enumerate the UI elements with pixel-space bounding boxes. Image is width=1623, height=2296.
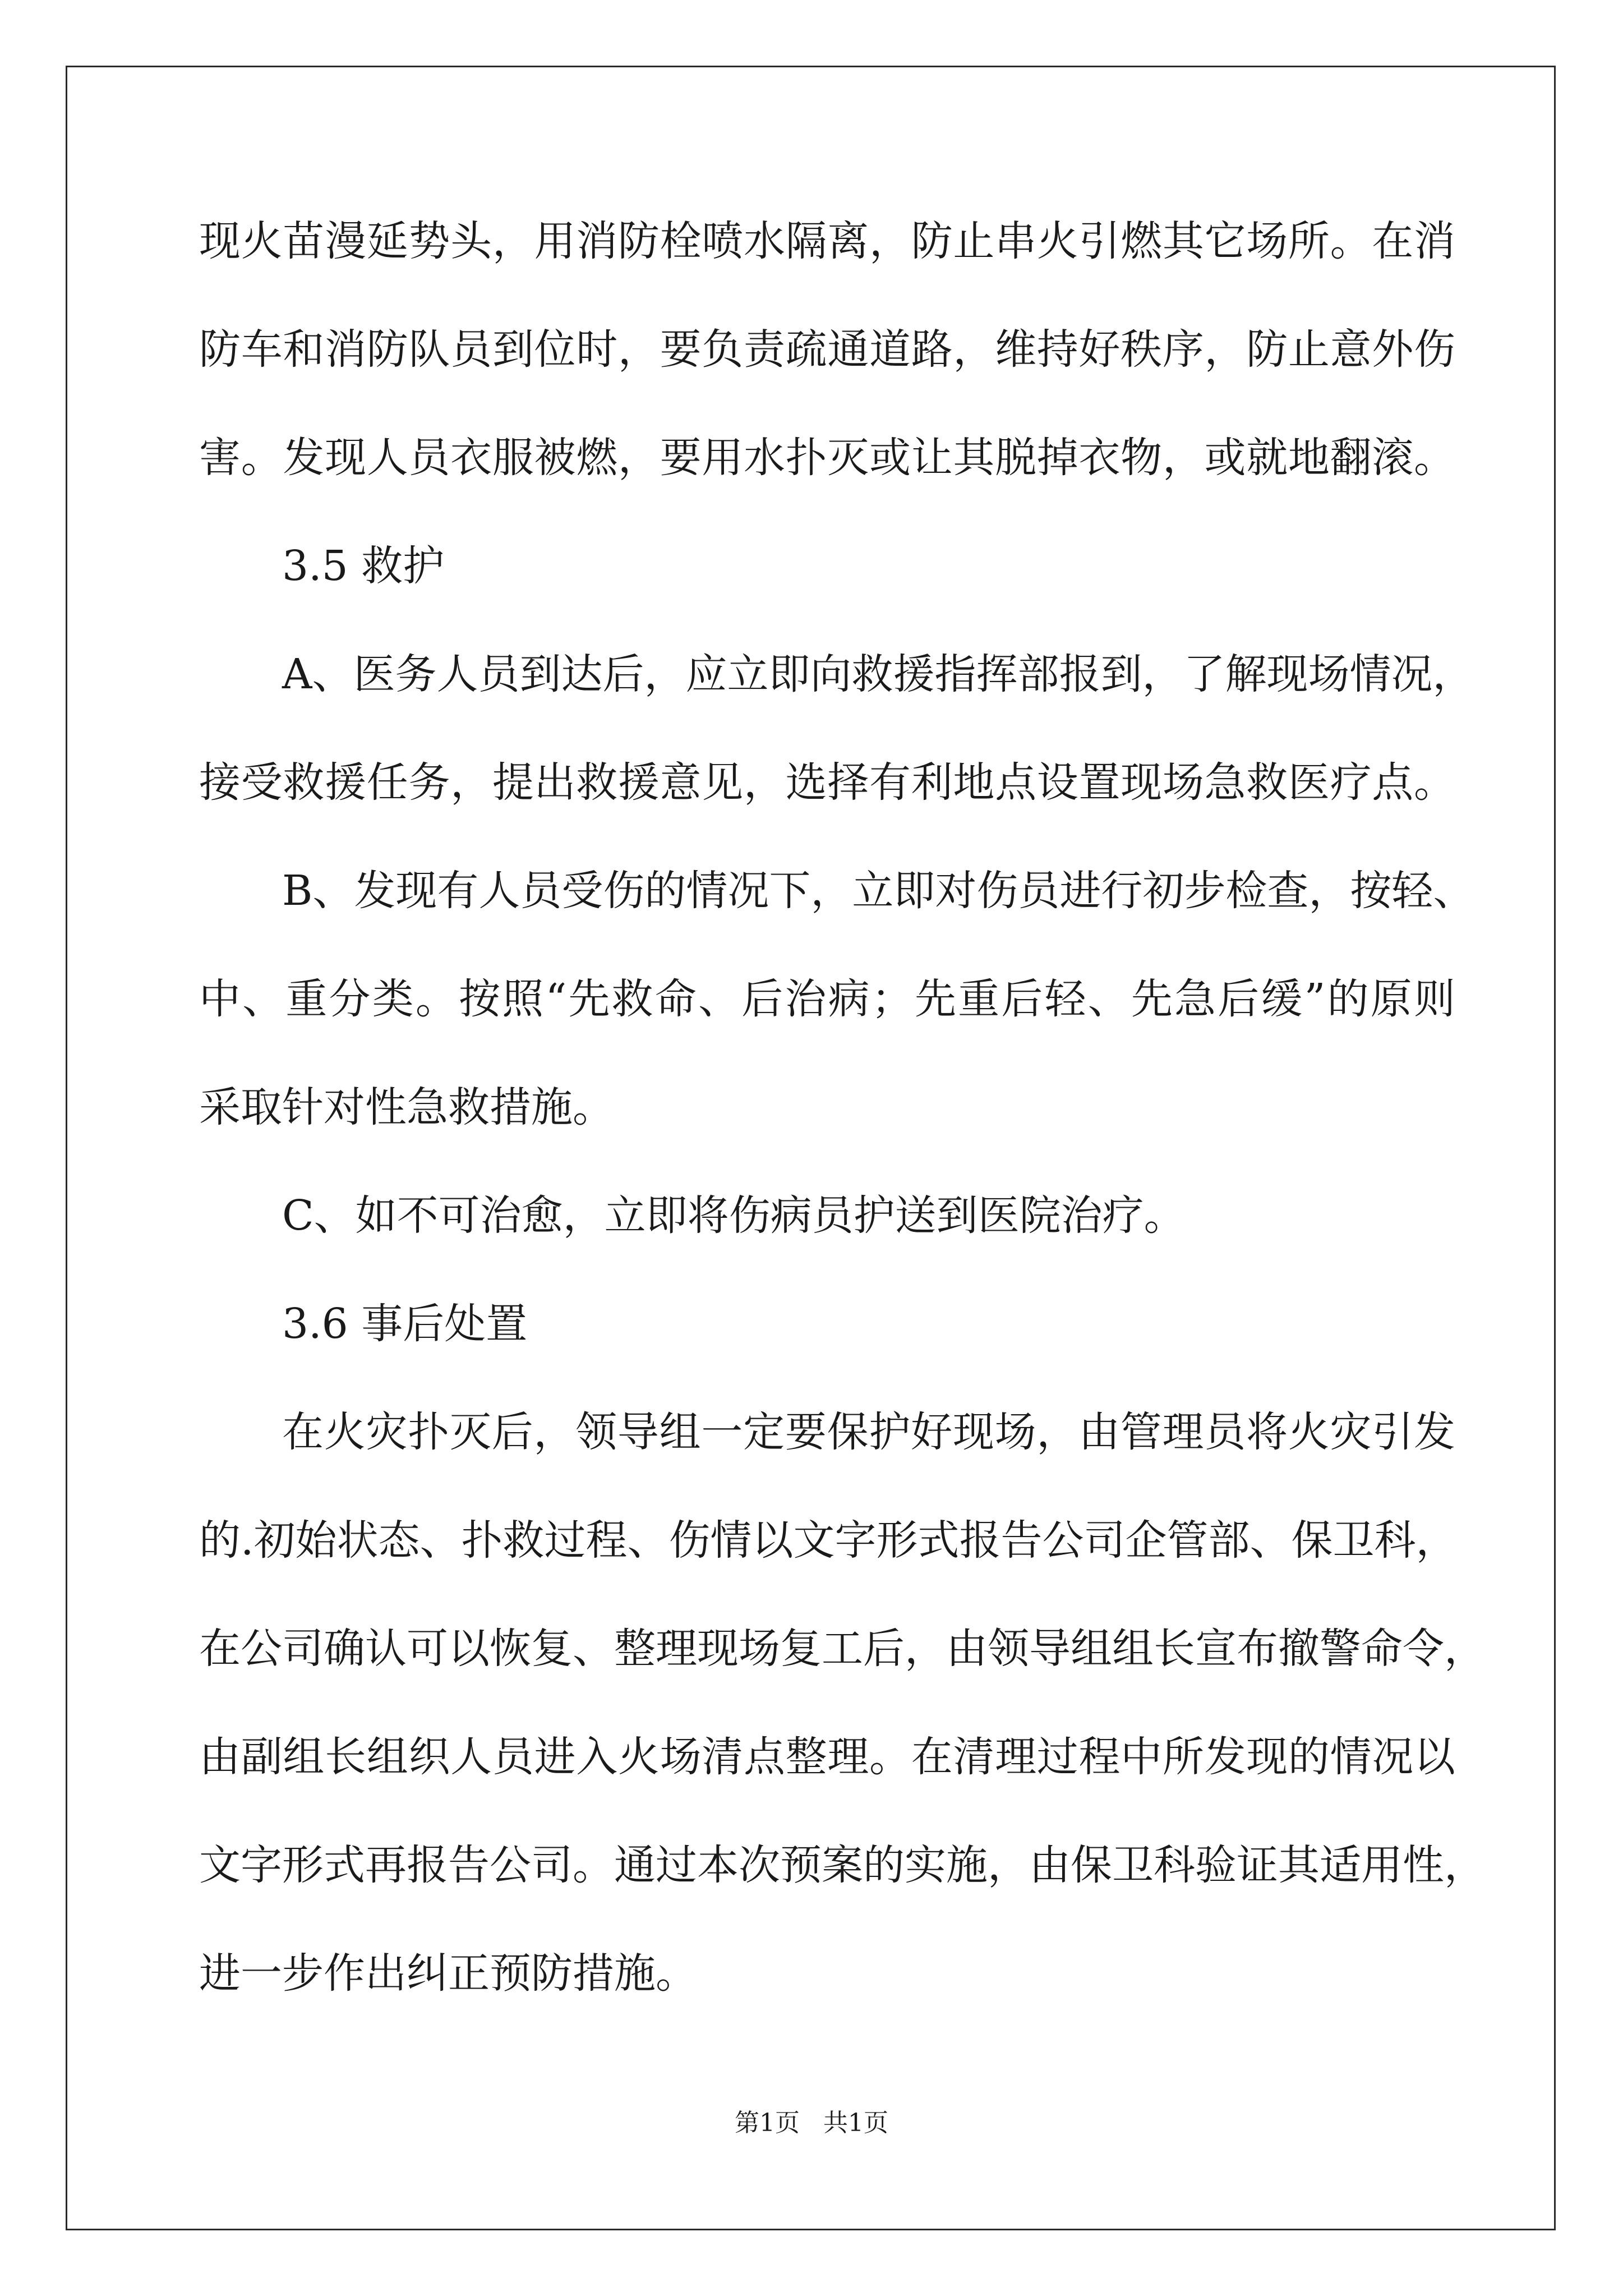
body-line: 中、重分类。按照“先救命、后治病；先重后轻、先急后缓”的原则 <box>199 975 1455 1023</box>
body-line: 采取针对性急救措施。 <box>199 1083 614 1131</box>
body-line: 在公司确认可以恢复、整理现场复工后，由领导组组长宣布撤警命令， <box>199 1625 1486 1673</box>
document-body <box>199 213 1486 2054</box>
body-line: 接受救援任务，提出救援意见，选择有利地点设置现场急救医疗点。 <box>199 758 1455 807</box>
body-line: 在火灾扑灭后，领导组一定要保护好现场，由管理员将火灾引发 <box>282 1408 1455 1456</box>
body-line: A、医务人员到达后，应立即向救援指挥部报到，了解现场情况， <box>282 650 1474 698</box>
body-line: 害。发现人员衣服被燃，要用水扑灭或让其脱掉衣物，或就地翻滚。 <box>199 434 1455 482</box>
body-line: C、如不可治愈，立即将伤病员护送到医院治疗。 <box>282 1191 1186 1240</box>
body-line: 的.初始状态、扑救过程、伤情以文字形式报告公司企管部、保卫科， <box>199 1516 1458 1565</box>
page-footer <box>0 2106 1623 2140</box>
body-line: B、发现有人员受伤的情况下，立即对伤员进行初步检查，按轻、 <box>282 867 1475 915</box>
page-number: 第1页 <box>735 2109 800 2137</box>
body-line: 由副组长组织人员进入火场清点整理。在清理过程中所发现的情况以 <box>199 1733 1455 1781</box>
section-heading: 3.6 事后处置 <box>282 1300 528 1348</box>
body-line: 进一步作出纠正预防措施。 <box>199 1949 697 1998</box>
body-line: 现火苗漫延势头，用消防栓喷水隔离，防止串火引燃其它场所。在消 <box>199 217 1455 265</box>
section-heading: 3.5 救护 <box>282 542 445 590</box>
body-line: 防车和消防队员到位时，要负责疏通道路，维持好秩序，防止意外伤 <box>199 325 1455 374</box>
body-line: 文字形式再报告公司。通过本次预案的实施，由保卫科验证其适用性， <box>199 1841 1486 1889</box>
page-total: 共1页 <box>823 2109 888 2137</box>
